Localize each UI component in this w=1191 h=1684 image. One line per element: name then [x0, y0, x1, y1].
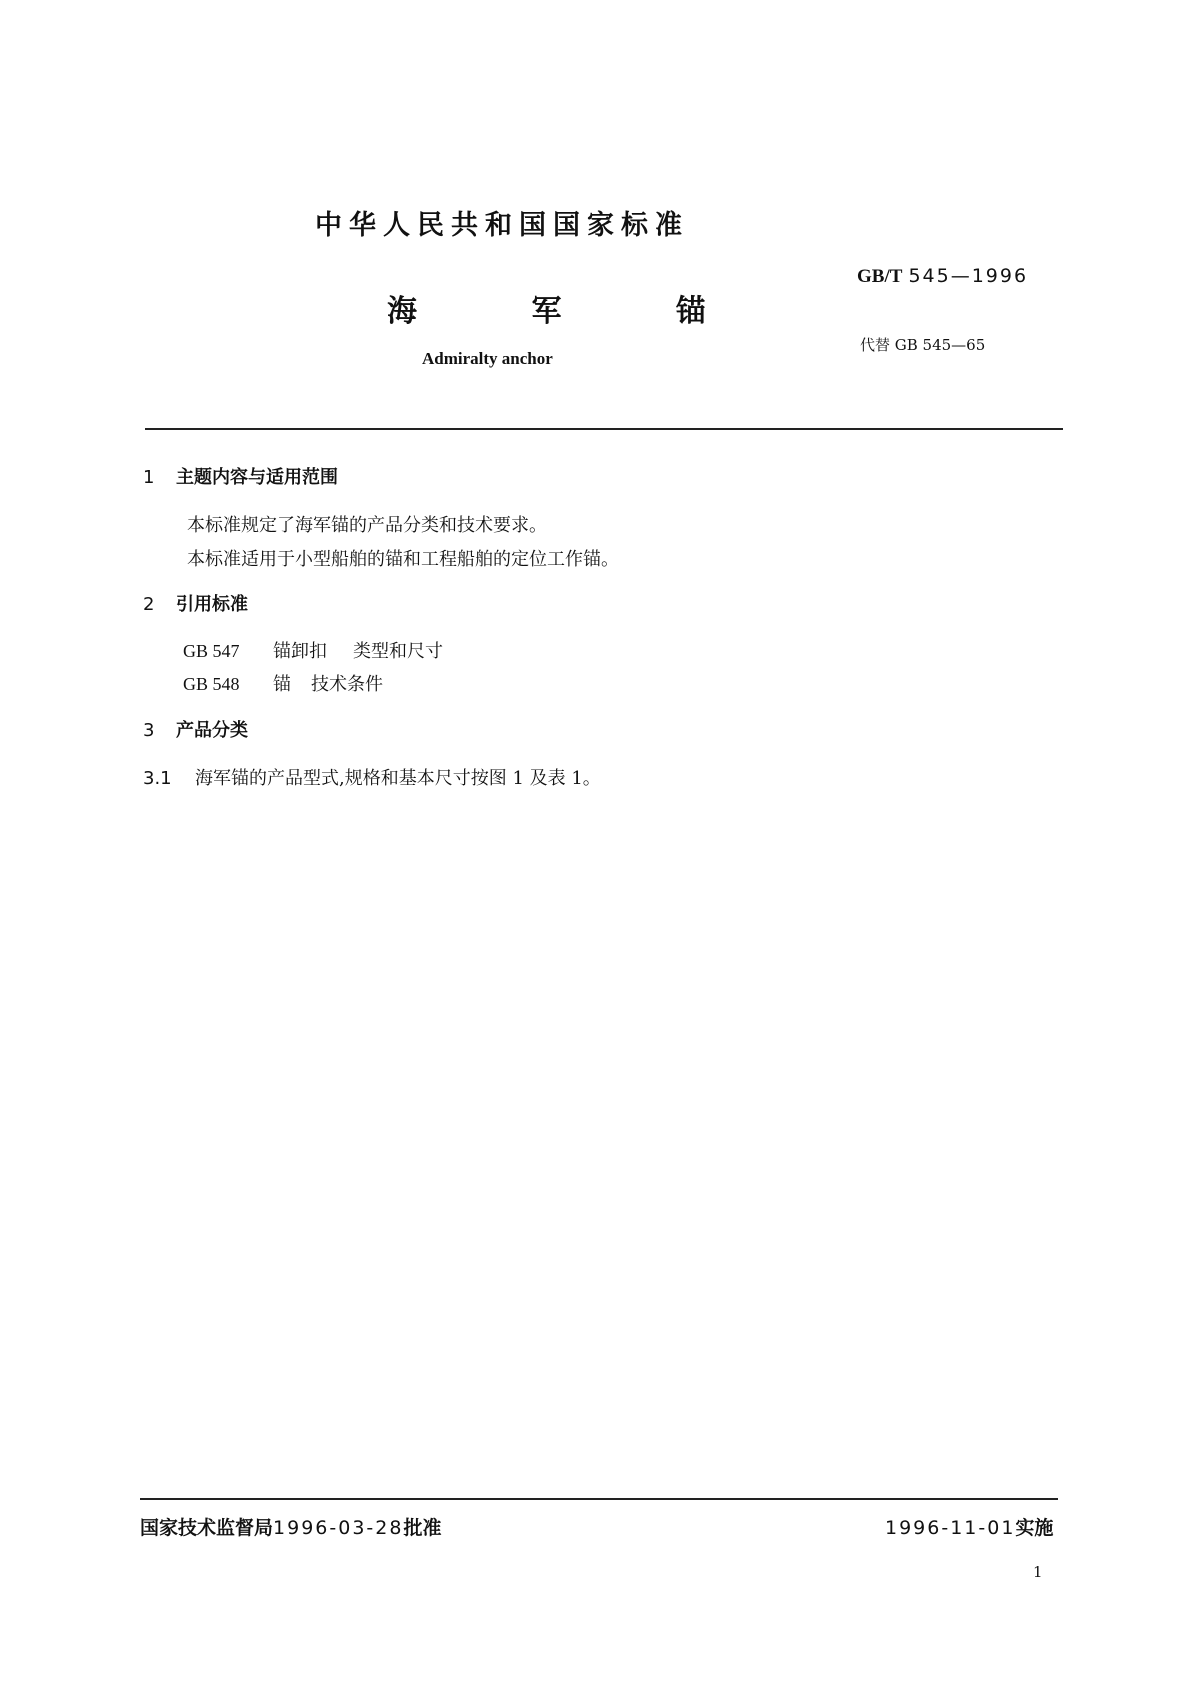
section-3-heading [143, 716, 248, 742]
section-title: 产品分类 [176, 720, 248, 741]
reference-name: 锚卸扣 [273, 641, 327, 662]
clause-text: 海军锚的产品型式,规格和基本尺寸按图 1 及表 1。 [195, 768, 601, 789]
approval-date: 1996-03-28 [273, 1517, 404, 1539]
document-title: 海 军 锚 [387, 294, 758, 329]
section-number: 1 [143, 467, 155, 488]
reference-item [183, 637, 443, 663]
reference-desc: 类型和尺寸 [353, 641, 443, 662]
page-number: 1 [1033, 1563, 1043, 1581]
section-title: 主题内容与适用范围 [176, 467, 338, 488]
section-number: 2 [143, 594, 155, 615]
national-standard-heading: 中华人民共和国国家标准 [315, 210, 689, 241]
approval-org: 国家技术监督局 [140, 1517, 274, 1539]
section-title: 引用标准 [176, 594, 248, 615]
approval-label: 批准 [403, 1517, 442, 1539]
standard-code [857, 265, 1028, 288]
reference-name: 锚 [273, 674, 291, 695]
effective-line [885, 1513, 1053, 1540]
effective-date: 1996-11-01 [885, 1517, 1016, 1539]
approval-line [140, 1513, 441, 1540]
header-rule [145, 428, 1063, 430]
reference-code: GB 547 [183, 641, 240, 661]
section-1-paragraph: 本标准适用于小型船舶的锚和工程船舶的定位工作锚。 [187, 549, 619, 570]
section-1-heading [143, 463, 338, 489]
reference-desc: 技术条件 [311, 674, 383, 695]
effective-label: 实施 [1015, 1517, 1054, 1539]
replaces-note: 代替 GB 545—65 [860, 336, 986, 354]
section-number: 3 [143, 720, 155, 741]
reference-code: GB 548 [183, 674, 240, 694]
standard-code-prefix: GB/T [857, 266, 903, 287]
section-1-paragraph: 本标准规定了海军锚的产品分类和技术要求。 [187, 515, 547, 536]
clause-number: 3.1 [143, 768, 172, 789]
reference-item [183, 670, 383, 696]
section-2-heading [143, 590, 248, 616]
standard-code-number: 545—1996 [908, 265, 1029, 287]
document-title-english: Admiralty anchor [422, 349, 553, 368]
clause-3-1 [143, 764, 601, 790]
footer-rule [140, 1498, 1058, 1500]
